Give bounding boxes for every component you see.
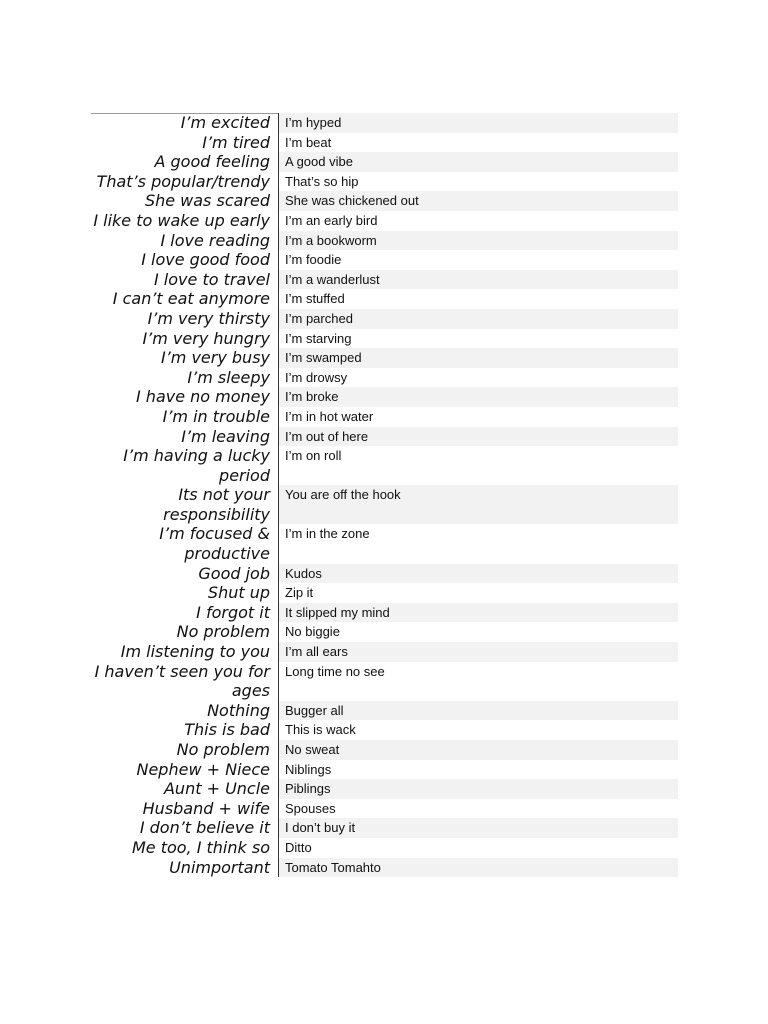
slang-phrase: Spouses [285,800,336,816]
table-row [91,231,678,251]
slang-phrase: I’m all ears [279,642,678,662]
formal-phrase: That’s popular/trendy [91,172,279,192]
table-row [91,172,678,192]
formal-phrase: I’m excited [91,113,279,133]
slang-phrase: Piblings [279,779,678,799]
table-row [91,211,678,231]
formal-phrase: Unimportant [91,858,279,878]
table-row [91,289,678,309]
slang-phrase: I’m starving [285,330,352,346]
table-row [91,818,678,838]
slang-phrase: No biggie [285,624,340,640]
formal-phrase: I’m focused & productive [91,524,279,563]
slang-phrase: I’m hyped [279,113,678,133]
slang-phrase: No sweat [279,740,678,760]
formal-phrase: Nephew + Niece [91,760,279,780]
formal-phrase: I love to travel [91,270,279,290]
slang-phrase: I’m a wanderlust [279,270,678,290]
slang-phrase: It slipped my mind [279,603,678,623]
slang-phrase: I’m an early bird [285,212,378,228]
formal-phrase: Im listening to you [91,642,279,662]
slang-phrase: Long time no see [285,663,385,679]
table-row [91,485,678,524]
table-row [91,113,678,133]
slang-phrase: I’m a bookworm [279,231,678,251]
table-row [91,329,678,349]
formal-phrase: I’m leaving [91,427,279,447]
slang-phrase: I’m beat [285,134,332,150]
formal-phrase: I forgot it [91,603,279,623]
slang-phrase: I’m on roll [285,448,342,464]
table-row [91,524,678,563]
slang-phrase: I’m swamped [279,348,678,368]
slang-phrase: Tomato Tomahto [279,858,678,878]
slang-phrase: I’m in hot water [285,408,374,424]
table-row [91,838,678,858]
formal-phrase: I’m sleepy [91,368,279,388]
table-row [91,309,678,329]
formal-phrase: Shut up [91,583,279,603]
formal-phrase: I like to wake up early [91,211,279,231]
slang-phrase: I’m drowsy [285,369,348,385]
table-row [91,152,678,172]
slang-phrase: Ditto [285,839,312,855]
slang-phrase: This is wack [285,722,356,738]
table-row [91,642,678,662]
slang-phrase: I’m broke [279,387,678,407]
formal-phrase: Nothing [91,701,279,721]
slang-phrase: Zip it [285,585,314,601]
slang-phrase: I’m foodie [285,252,342,268]
formal-phrase: I love reading [91,231,279,251]
slang-phrase: I’m stuffed [285,291,345,307]
table-row [91,740,678,760]
table-row [91,348,678,368]
slang-phrase: She was chickened out [279,191,678,211]
table-row [91,368,678,388]
table-row [91,427,678,447]
formal-phrase: Husband + wife [91,799,279,819]
slang-phrase: I don’t buy it [279,818,678,838]
formal-phrase: I have no money [91,387,279,407]
slang-phrase: I’m parched [279,309,678,329]
slang-phrase: A good vibe [279,152,678,172]
slang-phrase: Kudos [279,564,678,584]
table-row [91,446,678,485]
table-row [91,603,678,623]
formal-phrase: No problem [91,622,279,642]
slang-phrase: You are off the hook [279,485,678,524]
table-row [91,270,678,290]
table-row [91,720,678,740]
slang-phrase: Bugger all [279,701,678,721]
table-row [91,407,678,427]
formal-phrase: I’m very busy [91,348,279,368]
slang-phrase: I’m in the zone [285,526,370,542]
formal-phrase: This is bad [91,720,279,740]
formal-phrase: No problem [91,740,279,760]
formal-phrase: I’m tired [91,133,279,153]
formal-phrase: I’m very hungry [91,329,279,349]
formal-phrase: I’m in trouble [91,407,279,427]
formal-phrase: I’m very thirsty [91,309,279,329]
slang-phrase: Niblings [285,761,332,777]
formal-phrase: Good job [91,564,279,584]
table-row [91,799,678,819]
table-row [91,564,678,584]
formal-phrase: I don’t believe it [91,818,279,838]
formal-phrase: Me too, I think so [91,838,279,858]
slang-phrase: That’s so hip [285,173,359,189]
formal-phrase: Aunt + Uncle [91,779,279,799]
table-row [91,191,678,211]
formal-phrase: I love good food [91,250,279,270]
table-row [91,858,678,878]
formal-phrase: I’m having a lucky period [91,446,279,485]
formal-phrase: I can’t eat anymore [91,289,279,309]
formal-phrase: Its not your responsibility [91,485,279,524]
table-row [91,779,678,799]
table-row [91,701,678,721]
table-row [91,387,678,407]
slang-phrase: I’m out of here [279,427,678,447]
table-row [91,662,678,701]
table-row [91,622,678,642]
formal-phrase: She was scared [91,191,279,211]
formal-phrase: I haven’t seen you for ages [91,662,279,701]
table-row [91,250,678,270]
table-row [91,133,678,153]
table-row [91,760,678,780]
table-row [91,583,678,603]
formal-phrase: A good feeling [91,152,279,172]
phrase-table [91,113,678,877]
